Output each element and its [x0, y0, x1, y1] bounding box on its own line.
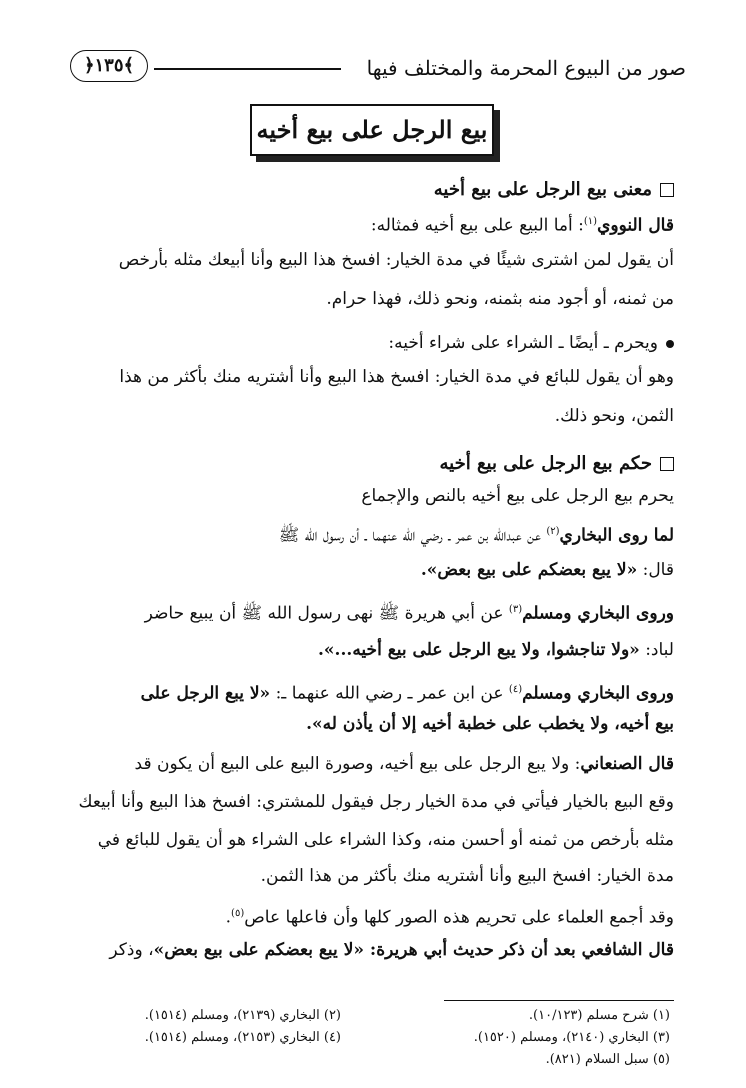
page-header — [70, 40, 686, 90]
paragraph-line: الثمن، ونحو ذلك. — [554, 406, 674, 426]
checkbox-square-icon — [660, 183, 674, 197]
running-title: صور من البيوع المحرمة والمختلف فيها — [366, 56, 686, 80]
paragraph-line: وروى البخاري ومسلم$^{(٤)}$ عن ابن عمر ـ رضي الله عنهما ـ: «لا يبع الرجل على — [140, 683, 674, 704]
paragraph-line: مدة الخيار: افسخ البيع وأنا أشتريه منك بأكثر من هذا الثمن. — [260, 866, 674, 886]
paragraph-line: قال النووي$^{(١)}$: أما البيع على بيع أخيه فمثاله: — [370, 215, 674, 236]
paragraph-line: قال: «لا يبع بعضكم على بيع بعض». — [420, 560, 674, 580]
subheading-meaning: معنى بيع الرجل على بيع أخيه — [72, 172, 674, 208]
paragraph-line: قال الصنعاني: ولا يبع الرجل على بيع أخيه، وصورة البيع على البيع أن يكون قد — [134, 754, 674, 774]
footnote: (٣) البخاري (٢١٤٠)، ومسلم (١٥٢٠). — [473, 1030, 670, 1045]
paragraph-line: وقع البيع بالخيار فيأتي في مدة الخيار رجل فيقول للمشتري: افسخ هذا البيع وأنا أبيعك — [78, 792, 674, 812]
paragraph-line: أن يقول لمن اشترى شيئًا في مدة الخيار: افسخ هذا البيع وأنا أبيعك مثله بأرخص — [118, 250, 674, 270]
bullet-line: ويحرم ـ أيضًا ـ الشراء على شراء أخيه: — [72, 325, 674, 361]
paragraph-line: مثله بأرخص من ثمنه أو أحسن منه، وكذا الشراء على الشراء هو أن يقول للبائع في — [97, 830, 674, 850]
paragraph-line: وروى البخاري ومسلم$^{(٣)}$ عن أبي هريرة ﷺ نهى رسول الله ﷺ أن يبيع حاضر — [144, 603, 674, 624]
paragraph-line: لباد: «ولا تناجشوا، ولا يبع الرجل على بيع أخيه...». — [318, 640, 674, 660]
subheading-ruling: حكم بيع الرجل على بيع أخيه — [72, 446, 674, 482]
paragraph-line: لما روى البخاري$^{(٢)}$ عن عبدالله بن عمر ـ رضي الله عنهما ـ أن رسول الله ﷺ — [278, 525, 674, 546]
footnote: (٤) البخاري (٢١٥٣)، ومسلم (١٥١٤). — [144, 1030, 341, 1045]
footnote-rule — [444, 1000, 674, 1001]
page-number: ﴿١٣٥﴾ — [70, 50, 148, 82]
paragraph-line: بيع أخيه، ولا يخطب على خطبة أخيه إلا أن يأذن له». — [306, 714, 674, 734]
footnote: (٢) البخاري (٢١٣٩)، ومسلم (١٥١٤). — [144, 1008, 341, 1023]
footnote: (٥) سبل السلام (٨٢١). — [545, 1052, 670, 1067]
paragraph-line: وقد أجمع العلماء على تحريم هذه الصور كلها وأن فاعلها عاص$^{(٥)}$. — [225, 907, 674, 928]
bullet-icon — [666, 340, 674, 348]
paragraph-line: من ثمنه، أو أجود منه بثمنه، ونحو ذلك، فهذا حرام. — [326, 289, 674, 309]
paragraph-line: قال الشافعي بعد أن ذكر حديث أبي هريرة: «لا يبع بعضكم على بيع بعض»، وذكر — [109, 940, 674, 960]
footnote: (١) شرح مسلم (١٠/١٢٣). — [528, 1008, 670, 1023]
checkbox-square-icon — [660, 457, 674, 471]
paragraph-line: وهو أن يقول للبائع في مدة الخيار: افسخ هذا البيع وأنا أشتريه منك بأكثر من هذا — [119, 367, 674, 387]
paragraph-line: يحرم بيع الرجل على بيع أخيه بالنص والإجماع — [361, 486, 674, 506]
header-rule — [154, 68, 341, 70]
section-title: بيع الرجل على بيع أخيه — [250, 104, 494, 156]
